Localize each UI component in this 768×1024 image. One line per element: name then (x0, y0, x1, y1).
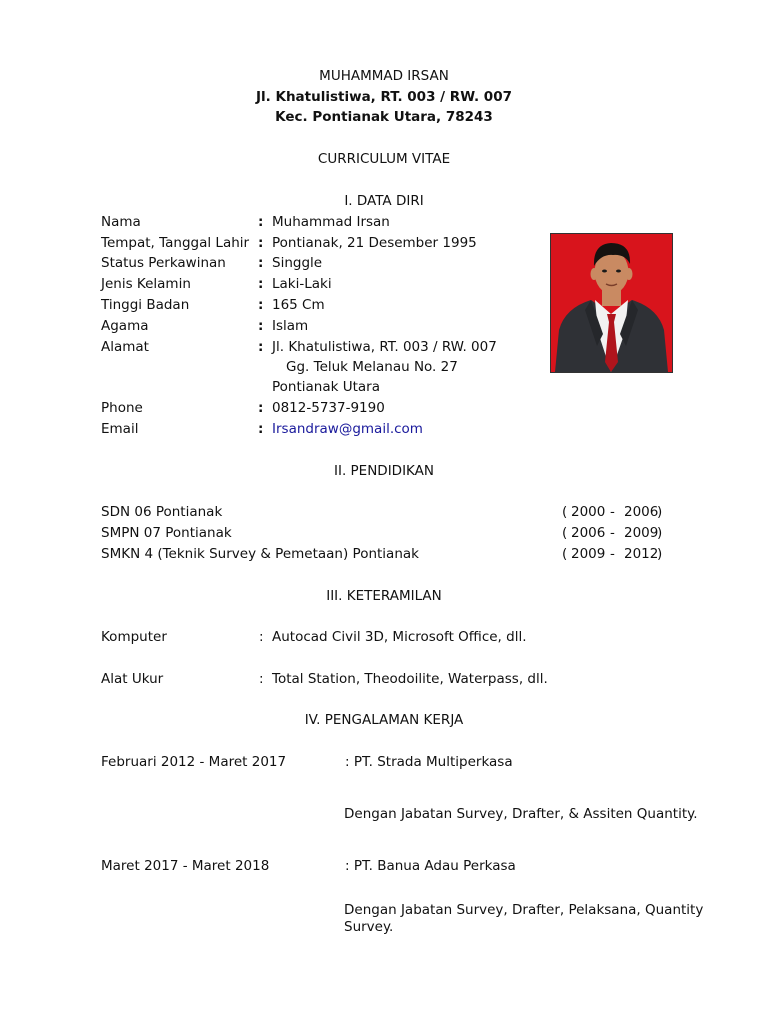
data-colon: : (258, 421, 264, 437)
skill-label: Alat Ukur (101, 671, 164, 687)
data-label: Phone (101, 400, 143, 416)
job-company: : PT. Banua Adau Perkasa (345, 858, 516, 874)
data-colon: : (258, 339, 264, 355)
period-close-paren: ) (657, 546, 663, 562)
data-colon: : (258, 214, 264, 230)
job-company: : PT. Strada Multiperkasa (345, 754, 513, 770)
photo-ear-left (591, 268, 598, 280)
data-label: Status Perkawinan (101, 255, 226, 271)
header-address-line2: Kec. Pontianak Utara, 78243 (275, 109, 493, 125)
photo-eye-right (616, 270, 621, 273)
data-value-line2: Gg. Teluk Melanau No. 27 (286, 359, 458, 375)
period-start: 2006 (571, 525, 606, 541)
job-period: Februari 2012 - Maret 2017 (101, 754, 287, 770)
profile-photo-image (551, 234, 672, 372)
period-close-paren: ) (657, 504, 663, 520)
data-value: 165 Cm (272, 297, 325, 313)
job-role: Dengan Jabatan Survey, Drafter, & Assiten Quantity. (344, 806, 698, 822)
data-value: Singgle (272, 255, 323, 271)
job-role: Dengan Jabatan Survey, Drafter, Pelaksana, Quantity (344, 902, 704, 918)
document-title: CURRICULUM VITAE (317, 151, 451, 167)
data-label: Alamat (101, 339, 149, 355)
data-label: Tempat, Tanggal Lahir (101, 235, 250, 251)
data-value: Islam (272, 318, 309, 334)
period-open-paren: ( (562, 504, 568, 520)
skill-value: Total Station, Theodoilite, Waterpass, dll. (272, 671, 548, 687)
data-colon: : (258, 297, 264, 313)
section-heading-pengalaman: IV. PENGALAMAN KERJA (304, 712, 464, 728)
data-value: Muhammad Irsan (272, 214, 390, 230)
data-colon: : (258, 318, 264, 334)
data-value: Jl. Khatulistiwa, RT. 003 / RW. 007 (272, 339, 497, 355)
period-end: 2012 (624, 546, 659, 562)
period-open-paren: ( (562, 525, 568, 541)
email-link[interactable]: Irsandraw@gmail.com (272, 421, 423, 437)
period-open-paren: ( (562, 546, 568, 562)
section-heading-keterampilan: III. KETERAMILAN (326, 588, 442, 604)
job-period: Maret 2017 - Maret 2018 (101, 858, 270, 874)
data-value: 0812-5737-9190 (272, 400, 385, 416)
data-colon: : (258, 276, 264, 292)
data-label: Jenis Kelamin (101, 276, 191, 292)
data-value-line3: Pontianak Utara (272, 379, 380, 395)
period-start: 2009 (571, 546, 606, 562)
data-label: Email (101, 421, 139, 437)
header-address-line1: Jl. Khatulistiwa, RT. 003 / RW. 007 (256, 89, 512, 105)
period-end: 2006 (624, 504, 659, 520)
data-label: Agama (101, 318, 149, 334)
data-colon: : (258, 255, 264, 271)
photo-eye-left (602, 270, 607, 273)
cv-owner-name: MUHAMMAD IRSAN (319, 68, 449, 84)
school-name: SMPN 07 Pontianak (101, 525, 232, 541)
data-value: Laki-Laki (272, 276, 332, 292)
skill-value: Autocad Civil 3D, Microsoft Office, dll. (272, 629, 527, 645)
period-start: 2000 (571, 504, 606, 520)
data-value: Pontianak, 21 Desember 1995 (272, 235, 477, 251)
school-name: SMKN 4 (Teknik Survey & Pemetaan) Pontianak (101, 546, 419, 562)
photo-ear-right (626, 268, 633, 280)
data-colon: : (258, 400, 264, 416)
period-end: 2009 (624, 525, 659, 541)
period-close-paren: ) (657, 525, 663, 541)
period-dash: - (610, 525, 615, 541)
data-label: Tinggi Badan (101, 297, 190, 313)
skill-colon: : (259, 671, 264, 687)
period-dash: - (610, 546, 615, 562)
profile-photo (550, 233, 673, 373)
job-role-line2: Survey. (344, 919, 394, 935)
skill-colon: : (259, 629, 264, 645)
data-colon: : (258, 235, 264, 251)
period-dash: - (610, 504, 615, 520)
skill-label: Komputer (101, 629, 167, 645)
school-name: SDN 06 Pontianak (101, 504, 223, 520)
section-heading-pendidikan: II. PENDIDIKAN (333, 463, 435, 479)
section-heading-data-diri: I. DATA DIRI (344, 193, 424, 209)
data-label: Nama (101, 214, 141, 230)
